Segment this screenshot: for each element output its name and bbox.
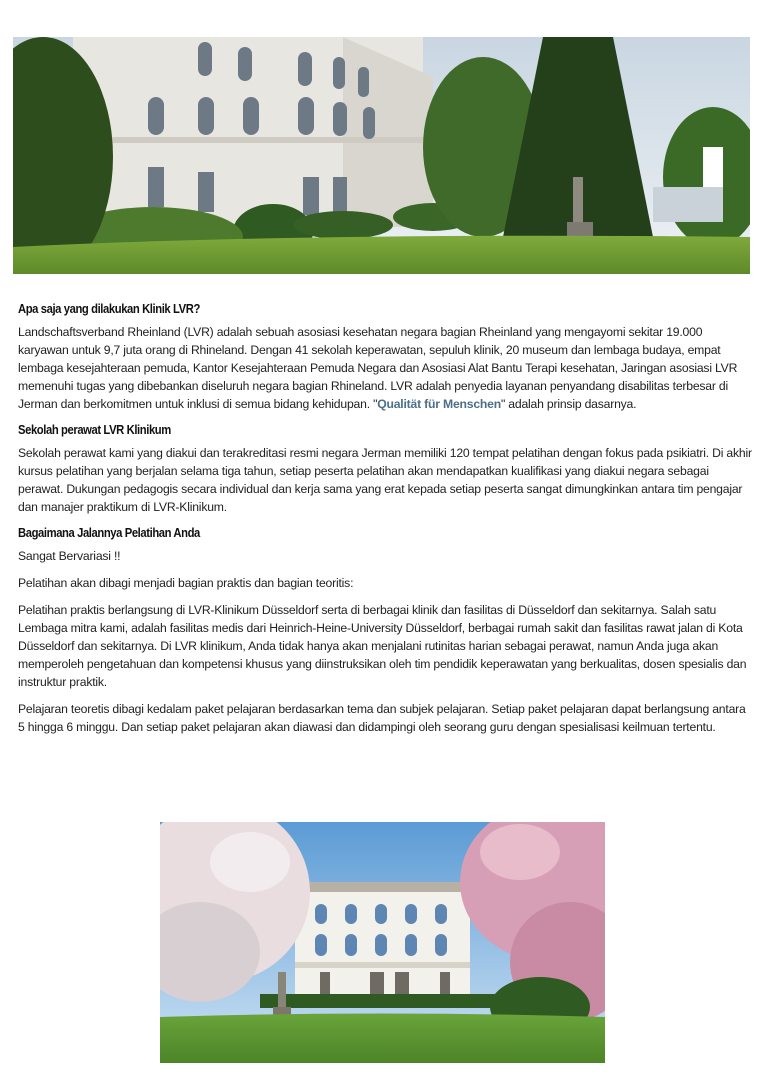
paragraph-about-lvr-end: " adalah prinsip dasarnya. (501, 397, 637, 411)
paragraph-very-varied: Sangat Bervariasi !! (18, 549, 121, 563)
bottom-photo-illustration (160, 822, 605, 1063)
paragraph-training-split: Pelatihan akan dibagi menjadi bagian praktis dan bagian teoritis: (18, 576, 354, 590)
paragraph-about-lvr (18, 323, 755, 413)
paragraph-practical-training: Pelatihan praktis berlangsung di LVR-Klinikum Düsseldorf serta di berbagai klinik dan fasilitas di Düsseldorf dan sekitarnya. Salah satu Lembaga mitra kami, adalah fasilitas medis dari Heinrich-Heine-University Düsseldorf, berbagai rumah sakit dan fasilitas rawat jalan di Kota Düsseldorf dan sekitarnya. Di LVR klinikum, Anda tidak hanya akan menjalani rutinitas harian sebagai perawat, namun Anda juga akan memperoleh pengetahuan dan kompetensi khusus yang diinstruksikan oleh tim pendidik keperawatan yang berkualitas, dosen spesialis dan instruktur praktik. (18, 603, 747, 689)
section-heading-training-flow: Bagaimana Jalannya Pelatihan Anda (18, 526, 200, 540)
paragraph-theory-lessons: Pelajaran teoretis dibagi kedalam paket pelajaran berdasarkan tema dan subjek pelajaran. Setiap paket pelajaran dapat berlangsung antara 5 hingga 6 minggu. Dan setiap paket pelajaran akan diawasi dan didampingi oleh seorang guru dengan spesialisasi keilmuan tertentu. (18, 702, 746, 734)
hero-photo-clinic-building (13, 37, 750, 274)
article-body (18, 301, 755, 745)
paragraph-about-lvr-text: Landschaftsverband Rheinland (LVR) adalah sebuah asosiasi kesehatan negara bagian Rheinland yang mengayomi sekitar 19.000 karyawan untuk 9,7 juta orang di Rhineland. Dengan 41 sekolah keperawatan, sepuluh klinik, 20 museum dan lembaga budaya, empat lembaga kesejahteraan pemuda, Kantor Kesejahteraan Pemuda Negara dan Asosiasi Alat Bantu Terapi kesehatan, Jaringan asosiasi LVR memenuhi tugas yang dibebankan diseluruh negara bagian Rhineland. LVR adalah penyedia layanan penyandang disabilitas terbesar di Jerman dan berkomitmen untuk inklusi di semua bidang kehidupan. " (18, 325, 738, 411)
paragraph-nursing-school: Sekolah perawat kami yang diakui dan terakreditasi resmi negara Jerman memiliki 120 tempat pelatihan dengan fokus pada psikiatri. Di akhir kursus pelatihan yang berjalan selama tiga tahun, setiap peserta pelatihan akan mendapatkan kualifikasi yang diakui negara sebagai perawat. Dukungan pedagogis secara individual dan kerja sama yang erat kepada setiap peserta sangat dimungkinkan antara tim pengajar dan manajer praktikum di LVR-Klinikum. (18, 446, 752, 514)
section-heading-nursing-school: Sekolah perawat LVR Klinikum (18, 423, 171, 437)
section-heading-klinik-lvr: Apa saja yang dilakukan Klinik LVR? (18, 302, 200, 316)
bottom-photo-villa-magnolias (160, 822, 605, 1063)
hero-photo-illustration (13, 37, 750, 274)
motto-emphasis: Qualität für Menschen (377, 397, 501, 411)
